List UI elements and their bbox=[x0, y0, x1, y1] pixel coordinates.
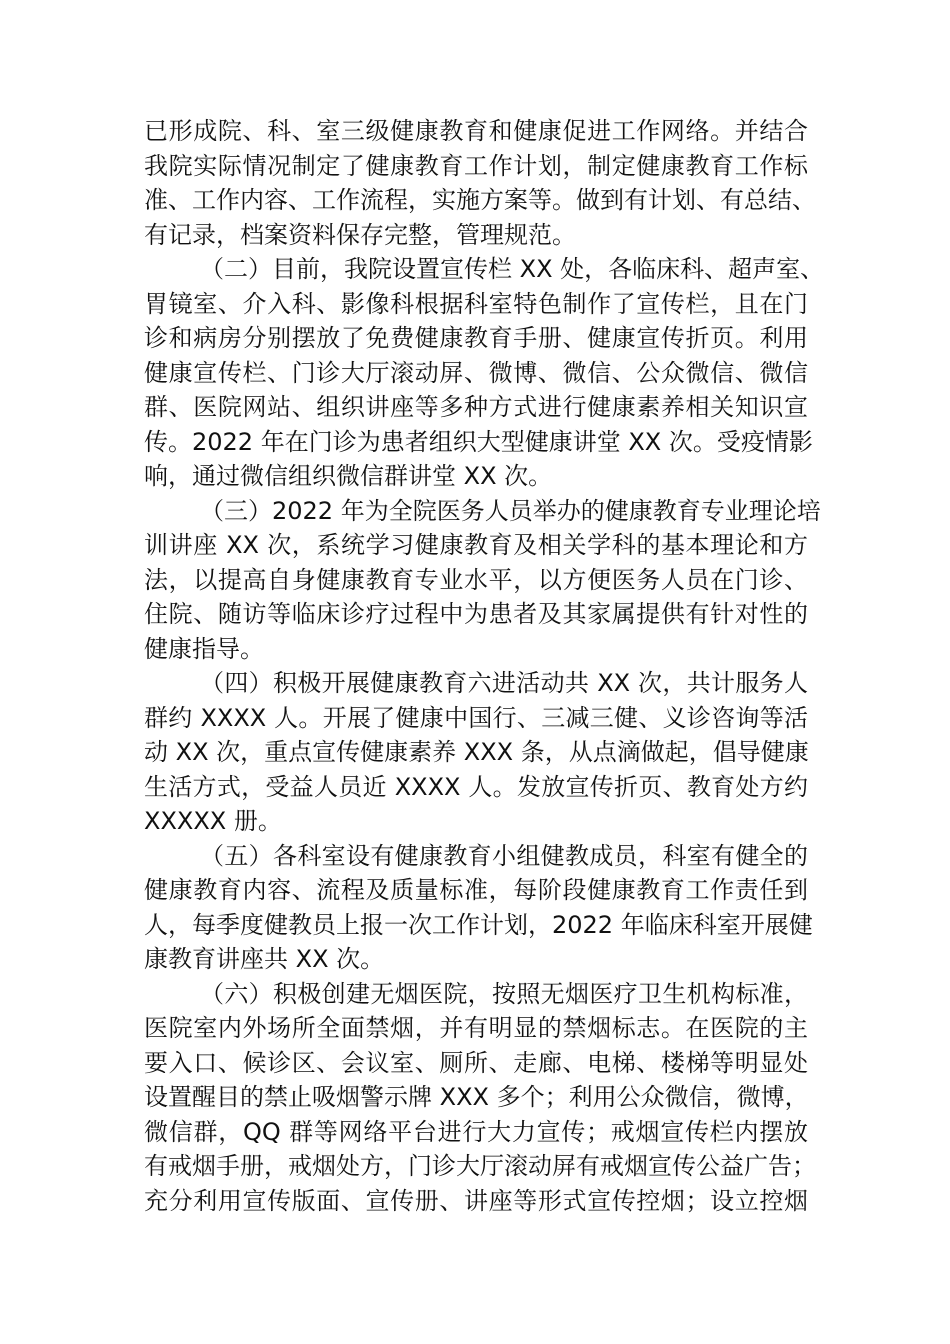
text-line: （六）积极创建无烟医院，按照无烟医疗卫生机构标准， bbox=[200, 979, 808, 1008]
text-line: 响，通过微信组织微信群讲堂 XX 次。 bbox=[144, 462, 553, 490]
text-line: 我院实际情况制定了健康教育工作计划，制定健康教育工作标 bbox=[144, 151, 808, 180]
text-line: XXXXX 册。 bbox=[144, 807, 282, 835]
paragraph bbox=[144, 494, 821, 667]
text-line: 传。2022 年在门诊为患者组织大型健康讲堂 XX 次。受疫情影 bbox=[144, 427, 813, 456]
paragraph bbox=[144, 839, 813, 977]
text-line: 充分利用宣传版面、宣传册、讲座等形式宣传控烟；设立控烟 bbox=[144, 1186, 808, 1215]
text-line: （三）2022 年为全院医务人员举办的健康教育专业理论培 bbox=[200, 496, 821, 525]
text-line: 群约 XXXX 人。开展了健康中国行、三减三健、义诊咨询等活 bbox=[144, 703, 808, 732]
paragraph bbox=[144, 114, 816, 252]
text-line: 法，以提高自身健康教育专业水平，以方便医务人员在门诊、 bbox=[144, 565, 808, 594]
text-line: 胃镜室、介入科、影像科根据科室特色制作了宣传栏，且在门 bbox=[144, 289, 808, 318]
text-line: 人，每季度健教员上报一次工作计划，2022 年临床科室开展健 bbox=[144, 910, 813, 939]
document-body bbox=[144, 114, 825, 1218]
paragraph bbox=[144, 666, 808, 839]
text-line: 准、工作内容、工作流程，实施方案等。做到有计划、有总结、 bbox=[144, 186, 816, 214]
paragraph bbox=[144, 252, 825, 494]
text-line: （二）目前，我院设置宣传栏 XX 处，各临床科、超声室、 bbox=[200, 255, 825, 283]
text-line: 生活方式，受益人员近 XXXX 人。发放宣传折页、教育处方约 bbox=[144, 772, 808, 801]
text-line: 康教育讲座共 XX 次。 bbox=[144, 945, 385, 973]
text-line: 健康宣传栏、门诊大厅滚动屏、微博、微信、公众微信、微信 bbox=[144, 358, 808, 387]
text-line: 住院、随访等临床诊疗过程中为患者及其家属提供有针对性的 bbox=[144, 600, 808, 628]
text-line: 微信群，QQ 群等网络平台进行大力宣传；戒烟宣传栏内摆放 bbox=[144, 1117, 808, 1146]
text-line: 设置醒目的禁止吸烟警示牌 XXX 多个；利用公众微信，微博， bbox=[144, 1083, 809, 1111]
text-line: 有戒烟手册，戒烟处方，门诊大厅滚动屏有戒烟宣传公益广告； bbox=[144, 1152, 816, 1180]
text-line: 群、医院网站、组织讲座等多种方式进行健康素养相关知识宣 bbox=[144, 393, 808, 421]
text-line: 已形成院、科、室三级健康教育和健康促进工作网络。并结合 bbox=[144, 117, 808, 145]
text-line: 诊和病房分别摆放了免费健康教育手册、健康宣传折页。利用 bbox=[144, 324, 808, 352]
text-line: 训讲座 XX 次，系统学习健康教育及相关学科的基本理论和方 bbox=[144, 531, 808, 559]
text-line: 要入口、候诊区、会议室、厕所、走廊、电梯、楼梯等明显处 bbox=[144, 1048, 808, 1077]
text-line: 健康教育内容、流程及质量标准，每阶段健康教育工作责任到 bbox=[144, 876, 808, 904]
text-line: 有记录，档案资料保存完整，管理规范。 bbox=[144, 220, 576, 249]
text-line: 动 XX 次，重点宣传健康素养 XXX 条，从点滴做起，倡导健康 bbox=[144, 738, 809, 766]
paragraph bbox=[144, 977, 816, 1219]
text-line: 医院室内外场所全面禁烟，并有明显的禁烟标志。在医院的主 bbox=[144, 1014, 808, 1042]
text-line: （五）各科室设有健康教育小组健教成员，科室有健全的 bbox=[200, 841, 808, 870]
text-line: （四）积极开展健康教育六进活动共 XX 次，共计服务人 bbox=[200, 669, 808, 697]
text-line: 健康指导。 bbox=[144, 634, 264, 663]
